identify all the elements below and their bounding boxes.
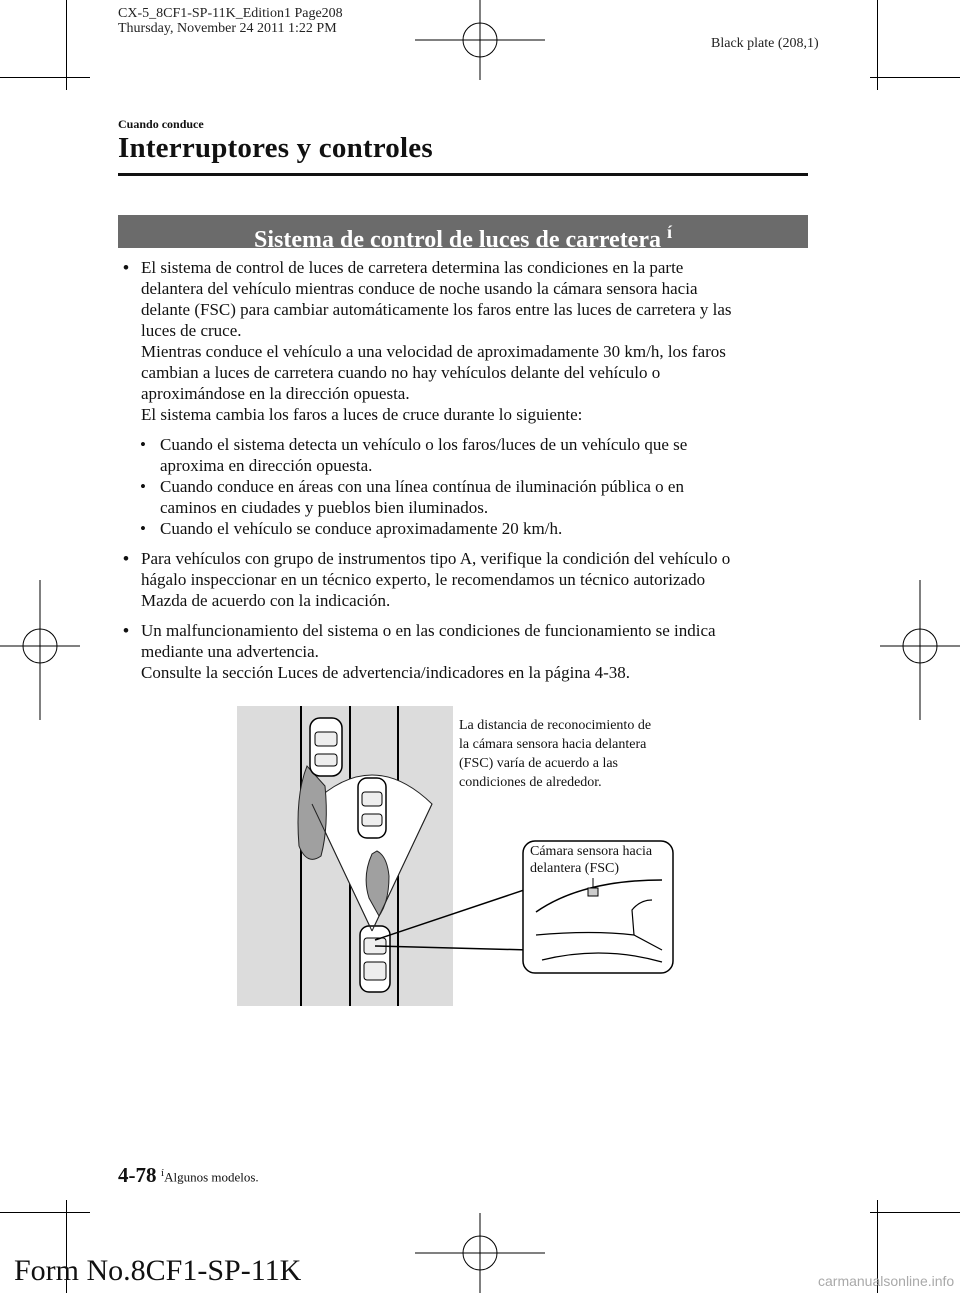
text-line: El sistema cambia los faros a luces de cruce durante lo siguiente: bbox=[141, 405, 583, 424]
caption-line: condiciones de alrededor. bbox=[459, 775, 602, 790]
sub-bullet bbox=[118, 434, 808, 476]
chapter-title: Interruptores y controles bbox=[118, 132, 433, 164]
registration-mark-bottom bbox=[415, 1213, 545, 1293]
sub-bullet bbox=[118, 518, 808, 539]
text-line: Consulte la sección Luces de advertencia/indicadores en la página 4-38. bbox=[141, 663, 631, 682]
chapter-rule bbox=[118, 173, 808, 176]
watermark: carmanualsonline.info bbox=[818, 1273, 955, 1289]
caption-line: La distancia de reconocimiento de bbox=[459, 718, 652, 733]
footnote-text: Algunos modelos. bbox=[164, 1169, 259, 1185]
text-line: Mazda de acuerdo con la indicación. bbox=[141, 591, 391, 610]
text-line: aproxima en dirección opuesta. bbox=[160, 456, 373, 475]
text-line: cambian a luces de carretera cuando no hay vehículos delante del vehículo o bbox=[141, 363, 661, 382]
sub-bullet bbox=[118, 476, 808, 518]
section-title: Sistema de control de luces de carretera bbox=[253, 227, 661, 253]
text-line: hágalo inspeccionar en un técnico experto, le recomendamos un técnico autorizado bbox=[141, 570, 706, 589]
text-line: caminos en ciudades y pueblos bien iluminados. bbox=[160, 498, 489, 517]
section-title-bar bbox=[118, 215, 808, 253]
sub-bullet-glyph: • bbox=[140, 477, 146, 496]
text-line: Para vehículos con grupo de instrumentos tipo A, verifique la condición del vehículo o bbox=[141, 549, 731, 568]
caption-line: Cámara sensora hacia bbox=[530, 844, 653, 859]
bullet-glyph: • bbox=[123, 549, 129, 568]
text-line: mediante una advertencia. bbox=[141, 642, 319, 661]
bullet-paragraph bbox=[118, 548, 808, 611]
text-line: luces de cruce. bbox=[141, 321, 242, 340]
text-line: Mientras conduce el vehículo a una velocidad de aproximadamente 30 km/h, los faros bbox=[141, 342, 726, 361]
figure-caption-camera bbox=[530, 843, 652, 877]
registration-mark-top bbox=[415, 0, 545, 80]
file-info-line: CX-5_8CF1-SP-11K_Edition1 Page208 bbox=[118, 6, 343, 21]
caption-line: la cámara sensora hacia delantera bbox=[459, 737, 647, 752]
optional-feature-mark: í bbox=[667, 222, 673, 242]
text-line: delantera del vehículo mientras conduce de noche usando la cámara sensora hacia bbox=[141, 279, 698, 298]
section-label: Cuando conduce bbox=[118, 117, 204, 131]
plate-info: Black plate (208,1) bbox=[711, 36, 819, 51]
text-line: Cuando conduce en áreas con una línea contínua de iluminación pública o en bbox=[160, 477, 684, 496]
footnote-mark: í bbox=[161, 1167, 165, 1179]
preceding-car-icon bbox=[358, 778, 386, 838]
text-line: aproximándose en la dirección opuesta. bbox=[141, 384, 410, 403]
sub-bullet-glyph: • bbox=[140, 519, 146, 538]
figure-caption-distance bbox=[459, 716, 651, 792]
sub-bullet-glyph: • bbox=[140, 435, 146, 454]
bullet-glyph: • bbox=[123, 258, 129, 277]
text-line: delante (FSC) para cambiar automáticamente los faros entre las luces de carretera y las bbox=[141, 300, 732, 319]
oncoming-car-icon bbox=[310, 718, 342, 776]
caption-line: (FSC) varía de acuerdo a las bbox=[459, 756, 618, 771]
text-line: El sistema de control de luces de carretera determina las condiciones en la parte bbox=[141, 258, 684, 277]
date-info-line: Thursday, November 24 2011 1:22 PM bbox=[118, 21, 337, 36]
text-line: Cuando el vehículo se conduce aproximadamente 20 km/h. bbox=[160, 519, 563, 538]
page-number: 4-78 bbox=[118, 1163, 157, 1187]
form-number: Form No.8CF1-SP-11K bbox=[14, 1254, 302, 1287]
text-line: Cuando el sistema detecta un vehículo o los faros/luces de un vehículo que se bbox=[160, 435, 688, 454]
registration-mark-left bbox=[0, 580, 80, 720]
registration-mark-right bbox=[880, 580, 960, 720]
bullet-paragraph bbox=[118, 620, 808, 683]
text-line: Un malfuncionamiento del sistema o en las condiciones de funcionamiento se indica bbox=[141, 621, 716, 640]
bullet-glyph: • bbox=[123, 621, 129, 640]
bullet-paragraph bbox=[118, 257, 808, 425]
leader-lines bbox=[370, 880, 540, 980]
caption-line: delantera (FSC) bbox=[530, 861, 620, 876]
body-text bbox=[118, 257, 808, 683]
footnote bbox=[161, 1167, 259, 1185]
